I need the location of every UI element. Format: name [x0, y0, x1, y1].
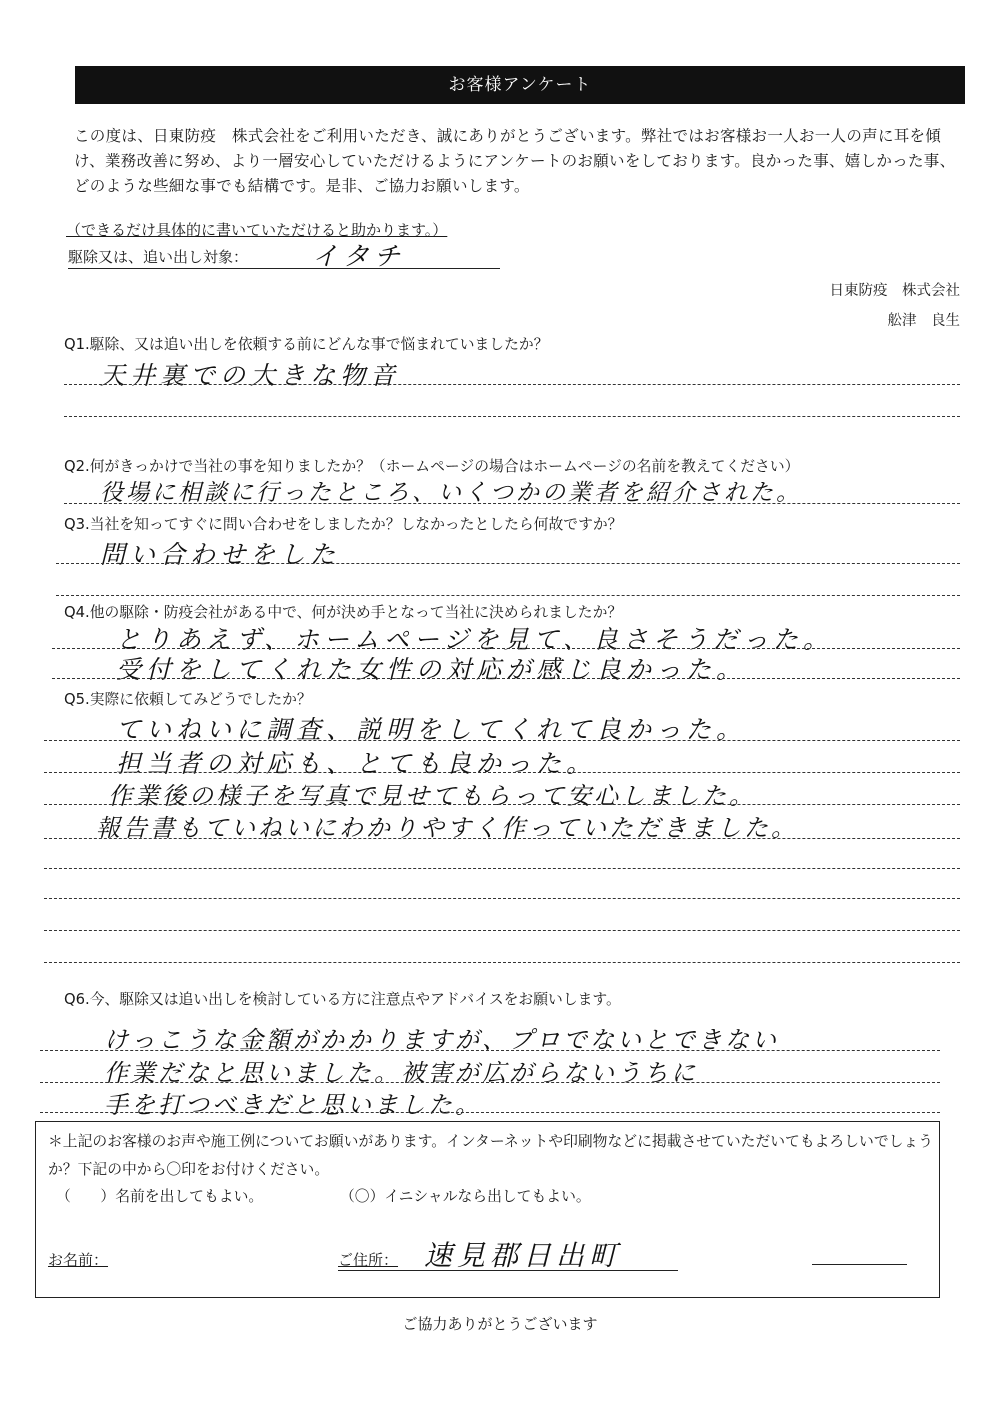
dotted-line: [44, 772, 960, 773]
dotted-line: [64, 503, 960, 504]
address-value: 速見郡日出町: [424, 1239, 623, 1272]
answer-1-line-1: 天井裏での大きな物音: [100, 361, 401, 390]
dotted-line: [56, 563, 960, 564]
dotted-line: [64, 384, 960, 385]
dotted-line: [56, 595, 960, 596]
hint-text: （できるだけ具体的に書いていただけると助かります。）: [66, 221, 448, 239]
answer-4-line-2: 受付をしてくれた女性の対応が感じ良かった。: [116, 655, 747, 684]
answer-5-line-1: ていねいに調査、説明をしてくれて良かった。: [116, 715, 747, 744]
question-4: Q4.他の駆除・防疫会社がある中で、何が決め手となって当社に決められましたか？: [64, 604, 623, 621]
dotted-line: [44, 868, 960, 869]
question-1: Q1.駆除、又は追い出しを依頼する前にどんな事で悩まれていましたか？: [64, 336, 549, 353]
staff-name: 舩津 良生: [887, 313, 960, 329]
answer-3-line-1: 問い合わせをした: [100, 540, 341, 569]
survey-title: お客様アンケート: [75, 66, 965, 104]
dotted-line: [40, 1082, 940, 1083]
intro-paragraph: この度は、日東防疫 株式会社をご利用いただき、誠にありがとうございます。弊社ではお客様お一人お一人の声に耳を傾け、業務改善に努め、より一層安心していただけるようにアンケートのお願いをしております。良かった事、嬉しかった事、どのような些細な事でも結構です。是非、ご協力お願いします。: [74, 127, 956, 195]
answer-4-line-1: とりあえず、ホームページを見て、良さそうだった。: [116, 625, 834, 654]
question-5: Q5.実際に依頼してみどうでしたか？: [64, 691, 312, 708]
consent-notice-text: ＊上記のお客様のお声や施工例についてお願いがあります。インターネットや印刷物などに掲載させていただいてもよろしいでしょうか？下記の中から〇印をお付けください。: [48, 1133, 934, 1178]
thank-you-text: ご協力ありがとうございます: [402, 1315, 598, 1333]
address-underline-tail: [812, 1264, 907, 1265]
question-6: Q6.今、駆除又は追い出しを検討している方に注意点やアドバイスをお願いします。: [64, 991, 621, 1008]
answer-6-line-3: 手を打つべきだと思いました。: [104, 1091, 482, 1119]
dotted-line: [64, 416, 960, 417]
target-value: イタチ: [312, 242, 406, 272]
dotted-line: [44, 930, 960, 931]
answer-6-line-2: 作業だなと思いました。被害が広がらないうちに: [104, 1059, 698, 1087]
address-underline: [338, 1270, 678, 1271]
answer-5-line-4: 報告書もていねいにわかりやすく作っていただきました。: [96, 814, 798, 842]
target-label: 駆除又は、追い出し対象：: [68, 248, 249, 266]
consent-option-name[interactable]: （ ）名前を出してもよい。: [56, 1188, 264, 1205]
dotted-line: [40, 1050, 940, 1051]
dotted-line: [52, 678, 960, 679]
dotted-line: [44, 898, 960, 899]
target-underline: [68, 268, 500, 269]
dotted-line: [44, 838, 960, 839]
name-label: お名前：: [48, 1251, 109, 1269]
answer-2-line-1: 役場に相談に行ったところ、いくつかの業者を紹介された。: [100, 480, 802, 506]
question-2: Q2.何がきっかけで当社の事を知りましたか？（ホームページの場合はホームページの名前を教えてください）: [64, 458, 800, 475]
answer-5-line-3: 作業後の様子を写真で見せてもらって安心しました。: [108, 782, 756, 810]
dotted-line: [44, 740, 960, 741]
dotted-line: [52, 648, 960, 649]
consent-option-initials[interactable]: （〇）イニシャルなら出してもよい。: [340, 1188, 591, 1205]
company-name: 日東防疫 株式会社: [829, 283, 960, 299]
answer-6-line-1: けっこうな金額がかかりますが、プロでないとできない: [104, 1026, 779, 1054]
address-label: ご住所：: [338, 1251, 399, 1269]
dotted-line: [40, 1112, 940, 1113]
answer-5-line-2: 担当者の対応も、とても良かった。: [116, 749, 597, 778]
dotted-line: [44, 804, 960, 805]
question-3: Q3.当社を知ってすぐに問い合わせをしましたか？しなかったとしたら何故ですか？: [64, 516, 623, 533]
dotted-line: [44, 962, 960, 963]
